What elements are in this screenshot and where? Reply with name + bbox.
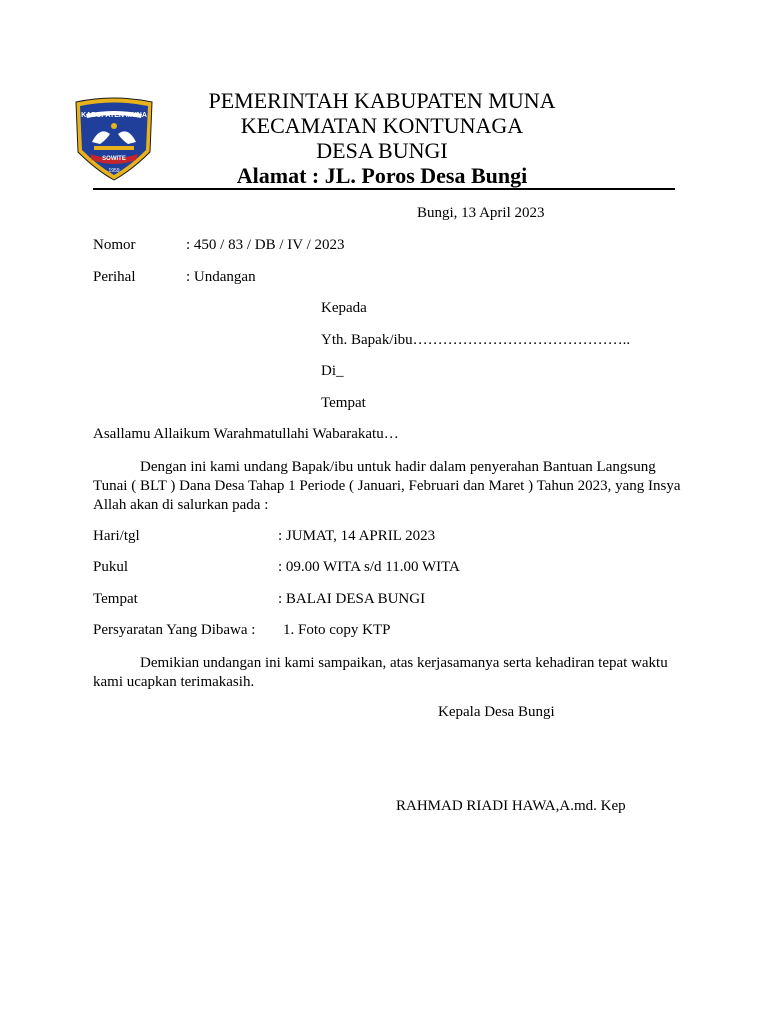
letterhead-line-3: DESA BUNGI [316, 138, 448, 163]
letterhead-address: Alamat : JL. Poros Desa Bungi [236, 163, 528, 188]
logo-year: 1959 [108, 168, 120, 174]
recipient-yth: Yth. Bapak/ibu…………………………………….. [321, 332, 631, 348]
requirements-item: 1. Foto copy KTP [283, 622, 391, 638]
detail-value-tempat: : BALAI DESA BUNGI [278, 591, 426, 607]
recipient-tempat: Tempat [321, 395, 366, 411]
date-line: Bungi, 13 April 2023 [417, 205, 545, 221]
detail-value-hari: : JUMAT, 14 APRIL 2023 [278, 528, 436, 544]
recipient-kepada: Kepada [321, 300, 367, 316]
signature-name: RAHMAD RIADI HAWA,A.md. Kep [396, 798, 626, 814]
letterhead-line-1: PEMERINTAH KABUPATEN MUNA [208, 88, 556, 113]
letterhead-line-2: KECAMATAN KONTUNAGA [240, 113, 524, 138]
detail-value-pukul: : 09.00 WITA s/d 11.00 WITA [278, 559, 460, 575]
detail-label-hari: Hari/tgl [93, 528, 140, 544]
signature-title: Kepala Desa Bungi [438, 704, 555, 720]
detail-label-pukul: Pukul [93, 559, 129, 575]
nomor-label: Nomor [93, 237, 136, 253]
logo-text-top: KABUPATEN MUNA [81, 112, 147, 119]
letterhead-divider [93, 188, 675, 190]
requirements-label: Persyaratan Yang Dibawa : [93, 622, 256, 638]
detail-label-tempat: Tempat [93, 591, 138, 607]
closing-paragraph: Demikian undangan ini kami sampaikan, atas kerjasamanya serta kehadiran tepat waktu kami ucapkan terimakasih. [93, 655, 668, 690]
nomor-value: : 450 / 83 / DB / IV / 2023 [186, 237, 345, 253]
perihal-value: : Undangan [186, 269, 256, 285]
perihal-label: Perihal [93, 269, 136, 285]
logo-text-bottom: SOWITE [102, 156, 126, 162]
body-paragraph: Dengan ini kami undang Bapak/ibu untuk hadir dalam penyerahan Bantuan Langsung Tunai ( BLT ) Dana Desa Tahap 1 Periode ( Januari, Februari dan Maret ) Tahun 2023, yang Insya Allah akan di salurkan pada : [93, 459, 681, 513]
kabupaten-muna-logo [70, 96, 158, 182]
greeting: Asallamu Allaikum Warahmatullahi Wabarakatu… [93, 426, 399, 442]
recipient-di: Di_ [321, 363, 344, 379]
